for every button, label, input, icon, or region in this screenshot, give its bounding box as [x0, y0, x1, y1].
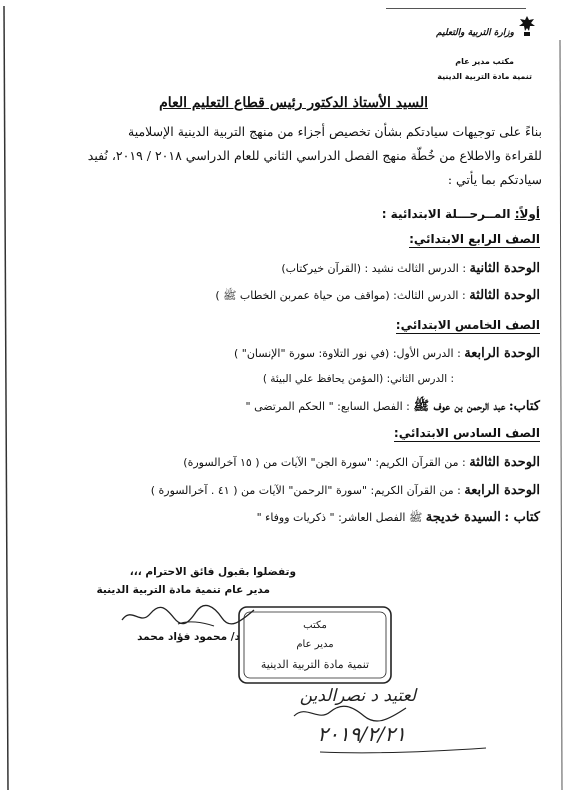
grade-6-book-name: السيدة خديجة: [425, 510, 501, 525]
salutation-title: السيد الأستاذ الدكتور رئيس قطاع التعليم العام: [159, 95, 428, 111]
handwritten-date: ٢٠١٩/٢/٢١: [317, 722, 406, 746]
grade-6-unit-3: [183, 455, 540, 470]
grade-6-unit-4: [151, 483, 540, 498]
closing-signatory: د/ محمود فؤاد محمد: [137, 631, 240, 643]
department-line: تنمية مادة التربية الدينية: [437, 72, 532, 81]
closing-title: مدير عام تنمية مادة التربية الدينية: [96, 584, 270, 596]
grade-5-heading: الصف الخامس الابتدائي:: [395, 318, 540, 332]
grade-4-unit-3-label: الوحدة الثالثة: [469, 288, 540, 303]
grade-5-book: [246, 398, 540, 417]
grade-5-unit-4-text: : الدرس الأول: (في نور التلاوة: سورة "الإنسان" ): [233, 347, 461, 360]
handwritten-signature: [290, 702, 410, 724]
grade-5-unit-4-lesson-2: [263, 372, 454, 385]
grade-6-book-label: كتاب :: [504, 510, 540, 525]
grade-6-heading: الصف السادس الابتدائي:: [393, 426, 540, 440]
section-first-prefix: أولاً:: [514, 207, 540, 221]
grade-5-book-label: كتاب:: [508, 399, 540, 414]
grade-5-unit-4-text-2: : الدرس الثاني: (المؤمن يحافظ علي البيئة ): [262, 373, 454, 385]
grade-6-unit-3-label: الوحدة الثالثة: [469, 455, 540, 470]
grade-5-unit-4-label: الوحدة الرابعة: [464, 346, 540, 361]
body-line-1: بناءً على توجيهات سيادتكم بشأن تخصيص أجزاء من منهج التربية الدينية الإسلامية: [128, 124, 542, 139]
grade-6-unit-4-label: الوحدة الرابعة: [464, 483, 540, 498]
office-line: مكتب مدير عام: [455, 57, 514, 66]
date-underline-mark: [318, 722, 488, 756]
body-line-2: للقراءة والاطلاع من خُطّة منهج الفصل الدراسي الثاني للعام الدراسي ٢٠١٨ / ٢٠١٩، نُفيد: [87, 148, 542, 163]
body-line-3: سيادتكم بما يأتي :: [447, 172, 542, 187]
grade-5-unit-4: [234, 346, 540, 361]
letterhead-rule: [386, 8, 526, 9]
handwritten-note: لعتيد د نصرالدين: [299, 686, 416, 706]
department-stamp: [236, 604, 394, 686]
grade-4-heading: الصف الرابع الابتدائي:: [409, 232, 540, 246]
grade-6-unit-3-text: : من القرآن الكريم: "سورة الجن" الآيات من ( ١٥ آخرالسورة): [183, 456, 466, 469]
grade-6-unit-4-text: : من القرآن الكريم: "سورة "الرحمن" الآيات من ( ٤١ . آخرالسورة ): [150, 484, 461, 497]
grade-4-unit-2-text: : الدرس الثالث نشيد : (القرآن خيركتاب): [281, 262, 467, 275]
grade-5-book-text: : الفصل السابع: " الحكم المرتضى ": [245, 400, 410, 413]
grade-6-book-text: ﷺ الفصل العاشر: " ذكريات ووفاء ": [256, 511, 423, 524]
grade-4-unit-3-text: : الدرس الثالث: (مواقف من حياة عمربن الخطاب ﷺ ): [215, 289, 466, 302]
section-first-label: المــرحـــلة الابتدائية :: [381, 207, 511, 221]
grade-4-unit-3: [215, 288, 540, 305]
stamp-line-1: مكتب: [303, 620, 327, 631]
closing-courtesy: وتفضلوا بقبول فائق الاحترام ،،،: [129, 566, 296, 578]
ministry-line: وزارة التربية والتعليم: [436, 28, 514, 38]
grade-4-unit-2-label: الوحدة الثانية: [469, 261, 540, 276]
grade-5-book-name: عبد الرحمن بن عوف ﷺ: [413, 399, 506, 414]
grade-6-book: [257, 510, 540, 527]
section-first-heading: [382, 207, 540, 221]
eagle-emblem-icon: [516, 14, 538, 38]
grade-4-unit-2: [281, 261, 540, 276]
stamp-line-2: مدير عام: [296, 639, 334, 650]
stamp-line-3: تنمية مادة التربية الدينية: [260, 658, 370, 671]
